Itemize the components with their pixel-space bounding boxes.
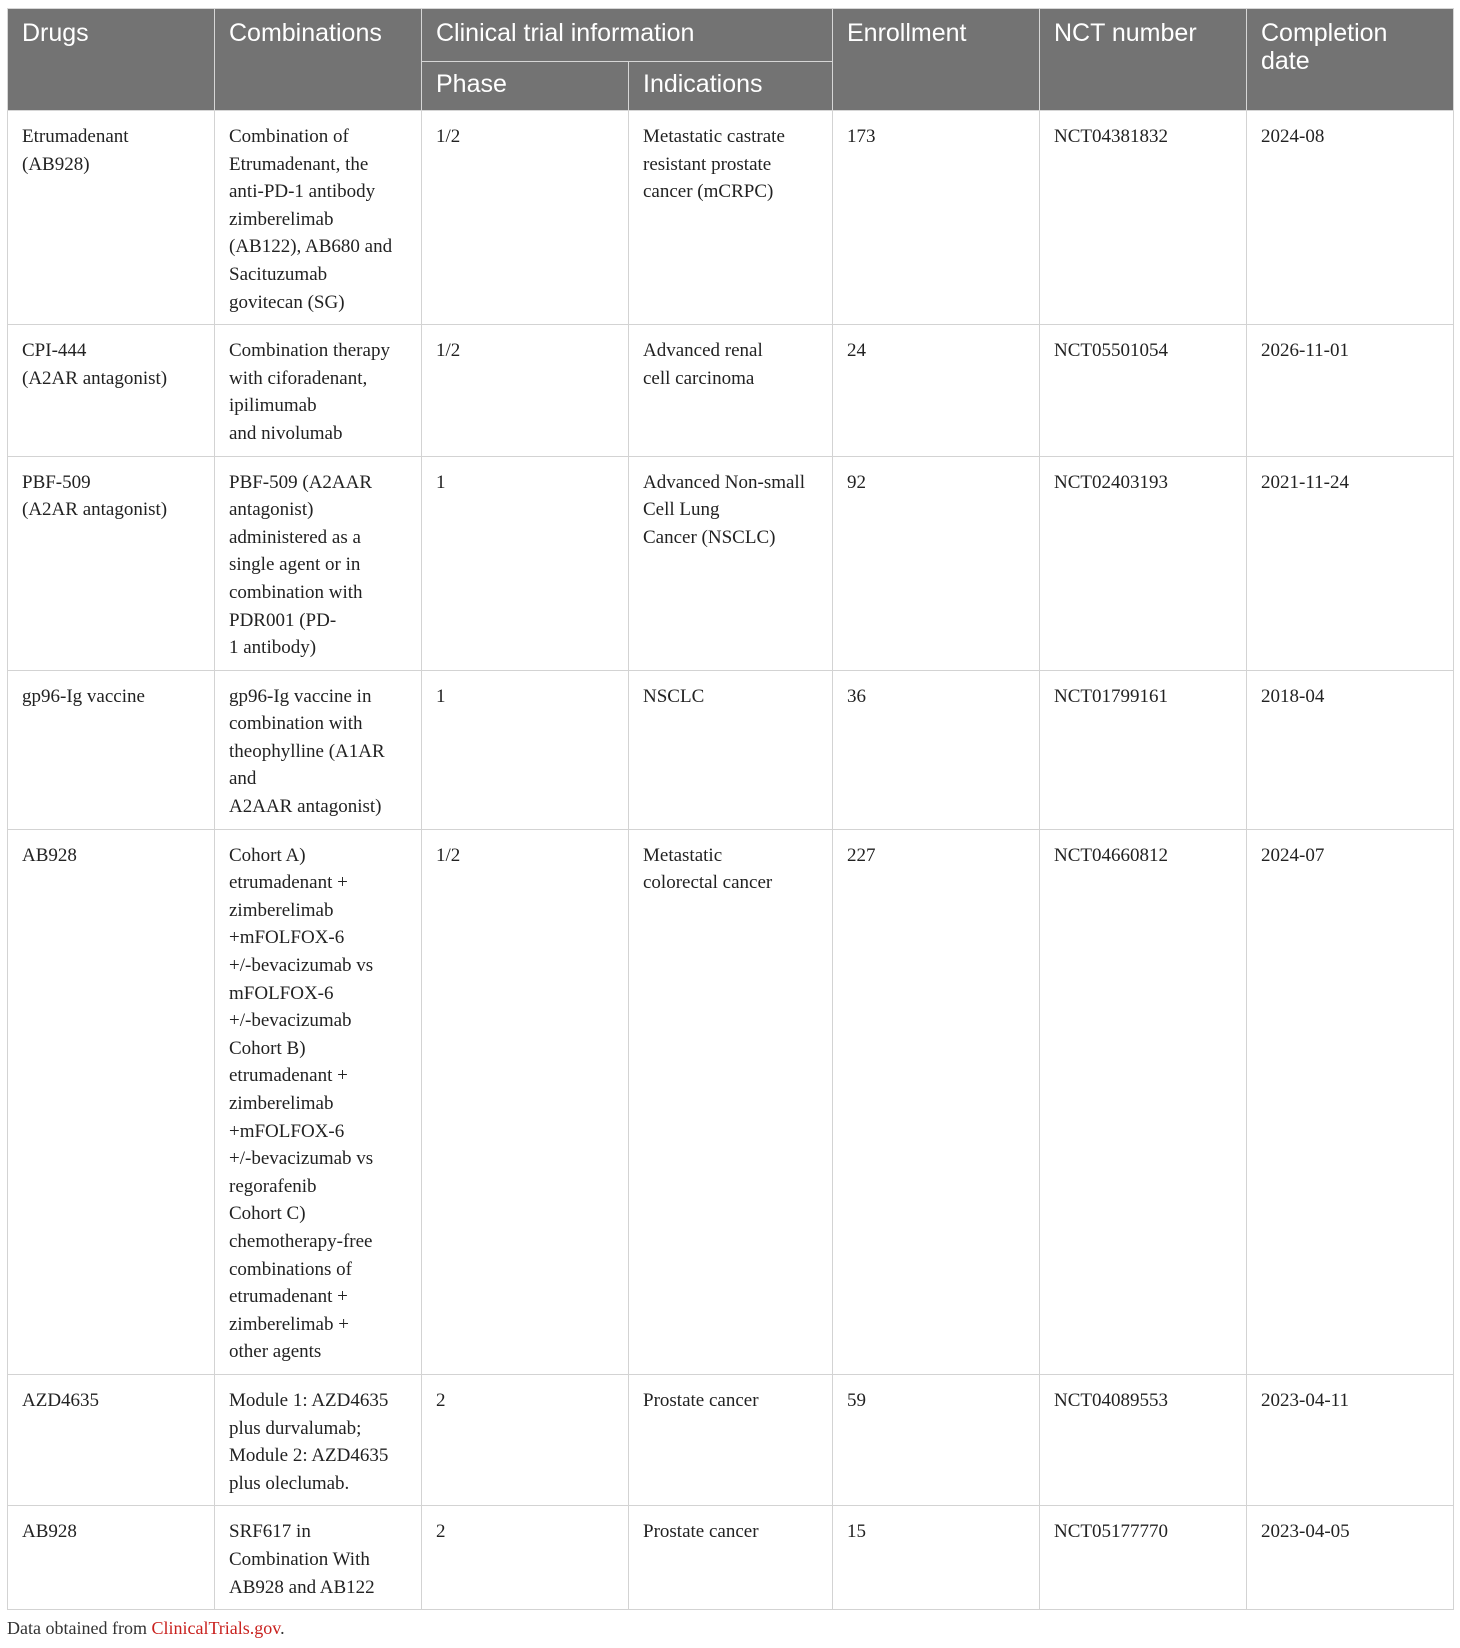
cell-nct-number: NCT04089553 (1040, 1374, 1247, 1505)
header-indications: Indications (629, 62, 833, 111)
cell-completion-date: 2018-04 (1247, 670, 1454, 829)
table-row (8, 456, 1454, 670)
header-clinical-trial-information: Clinical trial information (422, 9, 833, 62)
cell-phase: 2 (422, 1506, 629, 1610)
cell-nct-number: NCT02403193 (1040, 456, 1247, 670)
cell-phase: 1/2 (422, 829, 629, 1374)
cell-phase: 2 (422, 1374, 629, 1505)
cell-enrollment: 59 (833, 1374, 1040, 1505)
cell-drugs: AB928 (8, 1506, 215, 1610)
cell-drugs: Etrumadenant (AB928) (8, 111, 215, 325)
cell-drugs: AZD4635 (8, 1374, 215, 1505)
cell-drugs: PBF-509 (A2AR antagonist) (8, 456, 215, 670)
cell-completion-date: 2021-11-24 (1247, 456, 1454, 670)
cell-enrollment: 15 (833, 1506, 1040, 1610)
table-row (8, 670, 1454, 829)
footnote-suffix: . (280, 1618, 285, 1638)
header-phase: Phase (422, 62, 629, 111)
table-row (8, 829, 1454, 1374)
table-row (8, 325, 1454, 456)
cell-indications: Advanced Non-small Cell Lung Cancer (NSCLC) (629, 456, 833, 670)
cell-indications: Advanced renal cell carcinoma (629, 325, 833, 456)
cell-completion-date: 2023-04-11 (1247, 1374, 1454, 1505)
cell-drugs: CPI-444 (A2AR antagonist) (8, 325, 215, 456)
cell-combinations: Combination therapy with ciforadenant, ipilimumab and nivolumab (215, 325, 422, 456)
header-enrollment: Enrollment (833, 9, 1040, 111)
cell-drugs: gp96-Ig vaccine (8, 670, 215, 829)
table-footnote (7, 1618, 285, 1639)
clinicaltrials-link[interactable]: ClinicalTrials.gov (151, 1618, 281, 1638)
cell-completion-date: 2023-04-05 (1247, 1506, 1454, 1610)
table-row (8, 1374, 1454, 1505)
cell-drugs: AB928 (8, 829, 215, 1374)
cell-nct-number: NCT05177770 (1040, 1506, 1247, 1610)
cell-enrollment: 36 (833, 670, 1040, 829)
cell-enrollment: 92 (833, 456, 1040, 670)
table-row (8, 1506, 1454, 1610)
cell-phase: 1/2 (422, 111, 629, 325)
cell-phase: 1 (422, 670, 629, 829)
cell-nct-number: NCT04660812 (1040, 829, 1247, 1374)
table-header (8, 9, 1454, 111)
cell-combinations: PBF-509 (A2AAR antagonist) administered as a single agent or in combination with PDR001 (PD- 1 antibody) (215, 456, 422, 670)
cell-nct-number: NCT05501054 (1040, 325, 1247, 456)
cell-combinations: gp96-Ig vaccine in combination with theophylline (A1AR and A2AAR antagonist) (215, 670, 422, 829)
cell-enrollment: 24 (833, 325, 1040, 456)
footnote-prefix: Data obtained from (7, 1618, 152, 1638)
cell-completion-date: 2024-07 (1247, 829, 1454, 1374)
cell-completion-date: 2024-08 (1247, 111, 1454, 325)
cell-combinations: SRF617 in Combination With AB928 and AB122 (215, 1506, 422, 1610)
cell-indications: Prostate cancer (629, 1506, 833, 1610)
clinical-trials-table (7, 8, 1454, 1610)
table-body (8, 111, 1454, 1610)
cell-nct-number: NCT04381832 (1040, 111, 1247, 325)
header-completion-date: Completion date (1247, 9, 1454, 111)
cell-indications: Prostate cancer (629, 1374, 833, 1505)
cell-combinations: Combination of Etrumadenant, the anti-PD-1 antibody zimberelimab (AB122), AB680 and Sacituzumab govitecan (SG) (215, 111, 422, 325)
header-combinations: Combinations (215, 9, 422, 111)
cell-nct-number: NCT01799161 (1040, 670, 1247, 829)
cell-indications: Metastatic colorectal cancer (629, 829, 833, 1374)
cell-combinations: Module 1: AZD4635 plus durvalumab; Module 2: AZD4635 plus oleclumab. (215, 1374, 422, 1505)
cell-completion-date: 2026-11-01 (1247, 325, 1454, 456)
header-drugs: Drugs (8, 9, 215, 111)
cell-enrollment: 173 (833, 111, 1040, 325)
cell-indications: NSCLC (629, 670, 833, 829)
cell-phase: 1 (422, 456, 629, 670)
table-row (8, 111, 1454, 325)
cell-phase: 1/2 (422, 325, 629, 456)
cell-indications: Metastatic castrate resistant prostate cancer (mCRPC) (629, 111, 833, 325)
cell-combinations: Cohort A) etrumadenant + zimberelimab +mFOLFOX-6 +/-bevacizumab vs mFOLFOX-6 +/-bevacizumab Cohort B) etrumadenant + zimberelimab +mFOLFOX-6 +/-bevacizumab vs regorafenib Cohort C) chemotherapy-free combinations of etrumadenant + zimberelimab + other agents (215, 829, 422, 1374)
cell-enrollment: 227 (833, 829, 1040, 1374)
clinical-trials-table-container (7, 8, 1453, 1610)
header-nct-number: NCT number (1040, 9, 1247, 111)
